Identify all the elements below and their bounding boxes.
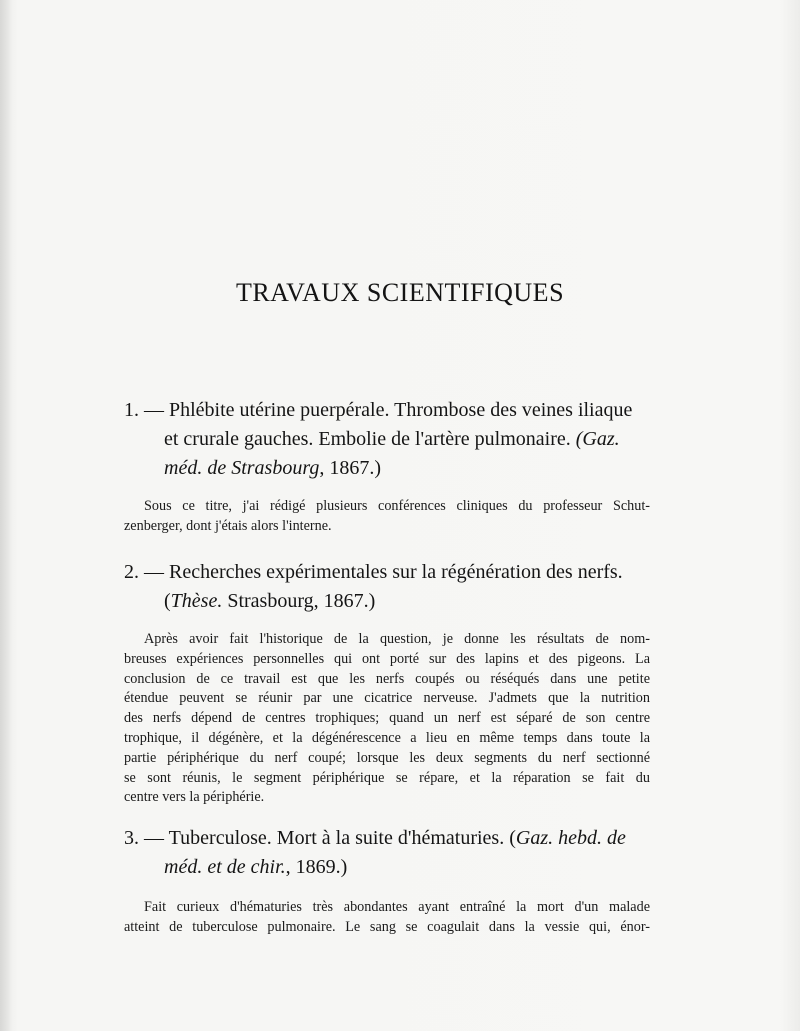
entry-1-paragraph-line: zenberger, dont j'étais alors l'interne.: [124, 517, 332, 534]
entry-3-heading: [124, 824, 650, 882]
entry-3-heading-line-1-text: 3. — Tuberculose. Mort à la suite d'hématuries. (: [124, 827, 516, 849]
entry-2-paragraph-line: centre vers la périphérie.: [124, 789, 265, 806]
entry-1-heading-line-1: 1. — Phlébite utérine puerpérale. Thrombose des veines iliaque: [124, 399, 633, 421]
entry-3-heading-line-2-text: , 1869.): [285, 856, 348, 878]
entry-3-paragraph-line: atteint de tuberculose pulmonaire. Le sang se coagulait dans la vessie qui, énor-: [124, 918, 650, 935]
entry-2-paragraph-line: conclusion de ce travail est que les nerfs coupés ou réséqués dans une petite: [124, 670, 650, 687]
entry-2-paragraph-line: étendue peuvent se réunir par une cicatrice nerveuse. J'admets que la nutrition: [124, 690, 650, 707]
entry-2-paragraph-line: trophique, il dégénère, et la dégénérescence a lieu en même temps dans toute la: [124, 729, 650, 746]
entry-3-heading-line-1-italic: Gaz. hebd. de: [515, 827, 626, 849]
entry-1-heading: [124, 396, 650, 483]
entry-1-heading-line-3-italic: méd. de Strasbourg: [164, 457, 320, 479]
entry-2-heading: [124, 558, 650, 616]
entry-3-paragraph: [124, 898, 650, 938]
entry-2-paragraph-line: Après avoir fait l'historique de la question, je donne les résultats de nom-: [144, 631, 650, 647]
entry-2-heading-line-2-prefix: (: [164, 590, 171, 612]
entry-2: [124, 558, 650, 808]
entry-3-heading-line-2: [124, 853, 650, 882]
entry-3-heading-line-1: [124, 824, 650, 853]
entry-2-heading-line-2: [124, 587, 650, 616]
entry-1-heading-line-3-text: , 1867.): [319, 457, 382, 479]
entry-1: [124, 396, 650, 537]
page-edge-shadow: [0, 0, 12, 1031]
entry-2-heading-line-2-text: Strasbourg, 1867.): [222, 590, 376, 612]
entry-2-paragraph-line: breuses expériences personnelles qui ont porté sur des lapins et des pigeons. La: [124, 650, 650, 667]
entry-3-heading-line-2-italic: méd. et de chir.: [164, 856, 286, 878]
entry-2-paragraph-line: se sont réunis, le segment périphérique se répare, et la réparation se fait du: [124, 769, 650, 786]
entry-1-paragraph: [124, 497, 650, 537]
entry-1-heading-line-2-text: et crurale gauches. Embolie de l'artère pulmonaire.: [164, 428, 576, 450]
entry-3: [124, 824, 650, 938]
page-title: TRAVAUX SCIENTIFIQUES: [235, 278, 565, 307]
entry-1-paragraph-line: Sous ce titre, j'ai rédigé plusieurs conférences cliniques du professeur Schut-: [144, 498, 650, 514]
entry-2-paragraph: [124, 630, 650, 808]
entry-2-paragraph-line: partie périphérique du nerf coupé; lorsque les deux segments du nerf sectionné: [124, 749, 650, 766]
entry-1-heading-line-2: [124, 425, 650, 454]
entry-1-heading-line-2-italic: (Gaz.: [575, 428, 620, 450]
entry-2-heading-line-1: 2. — Recherches expérimentales sur la régénération des nerfs.: [124, 561, 623, 583]
entry-2-paragraph-line: des nerfs dépend de centres trophiques; quand un nerf est séparé de son centre: [124, 710, 650, 727]
entry-1-heading-line-3: [124, 454, 650, 483]
entry-2-heading-line-2-italic: Thèse.: [170, 590, 223, 612]
entry-3-paragraph-line: Fait curieux d'hématuries très abondantes ayant entraîné la mort d'un malade: [144, 899, 650, 915]
